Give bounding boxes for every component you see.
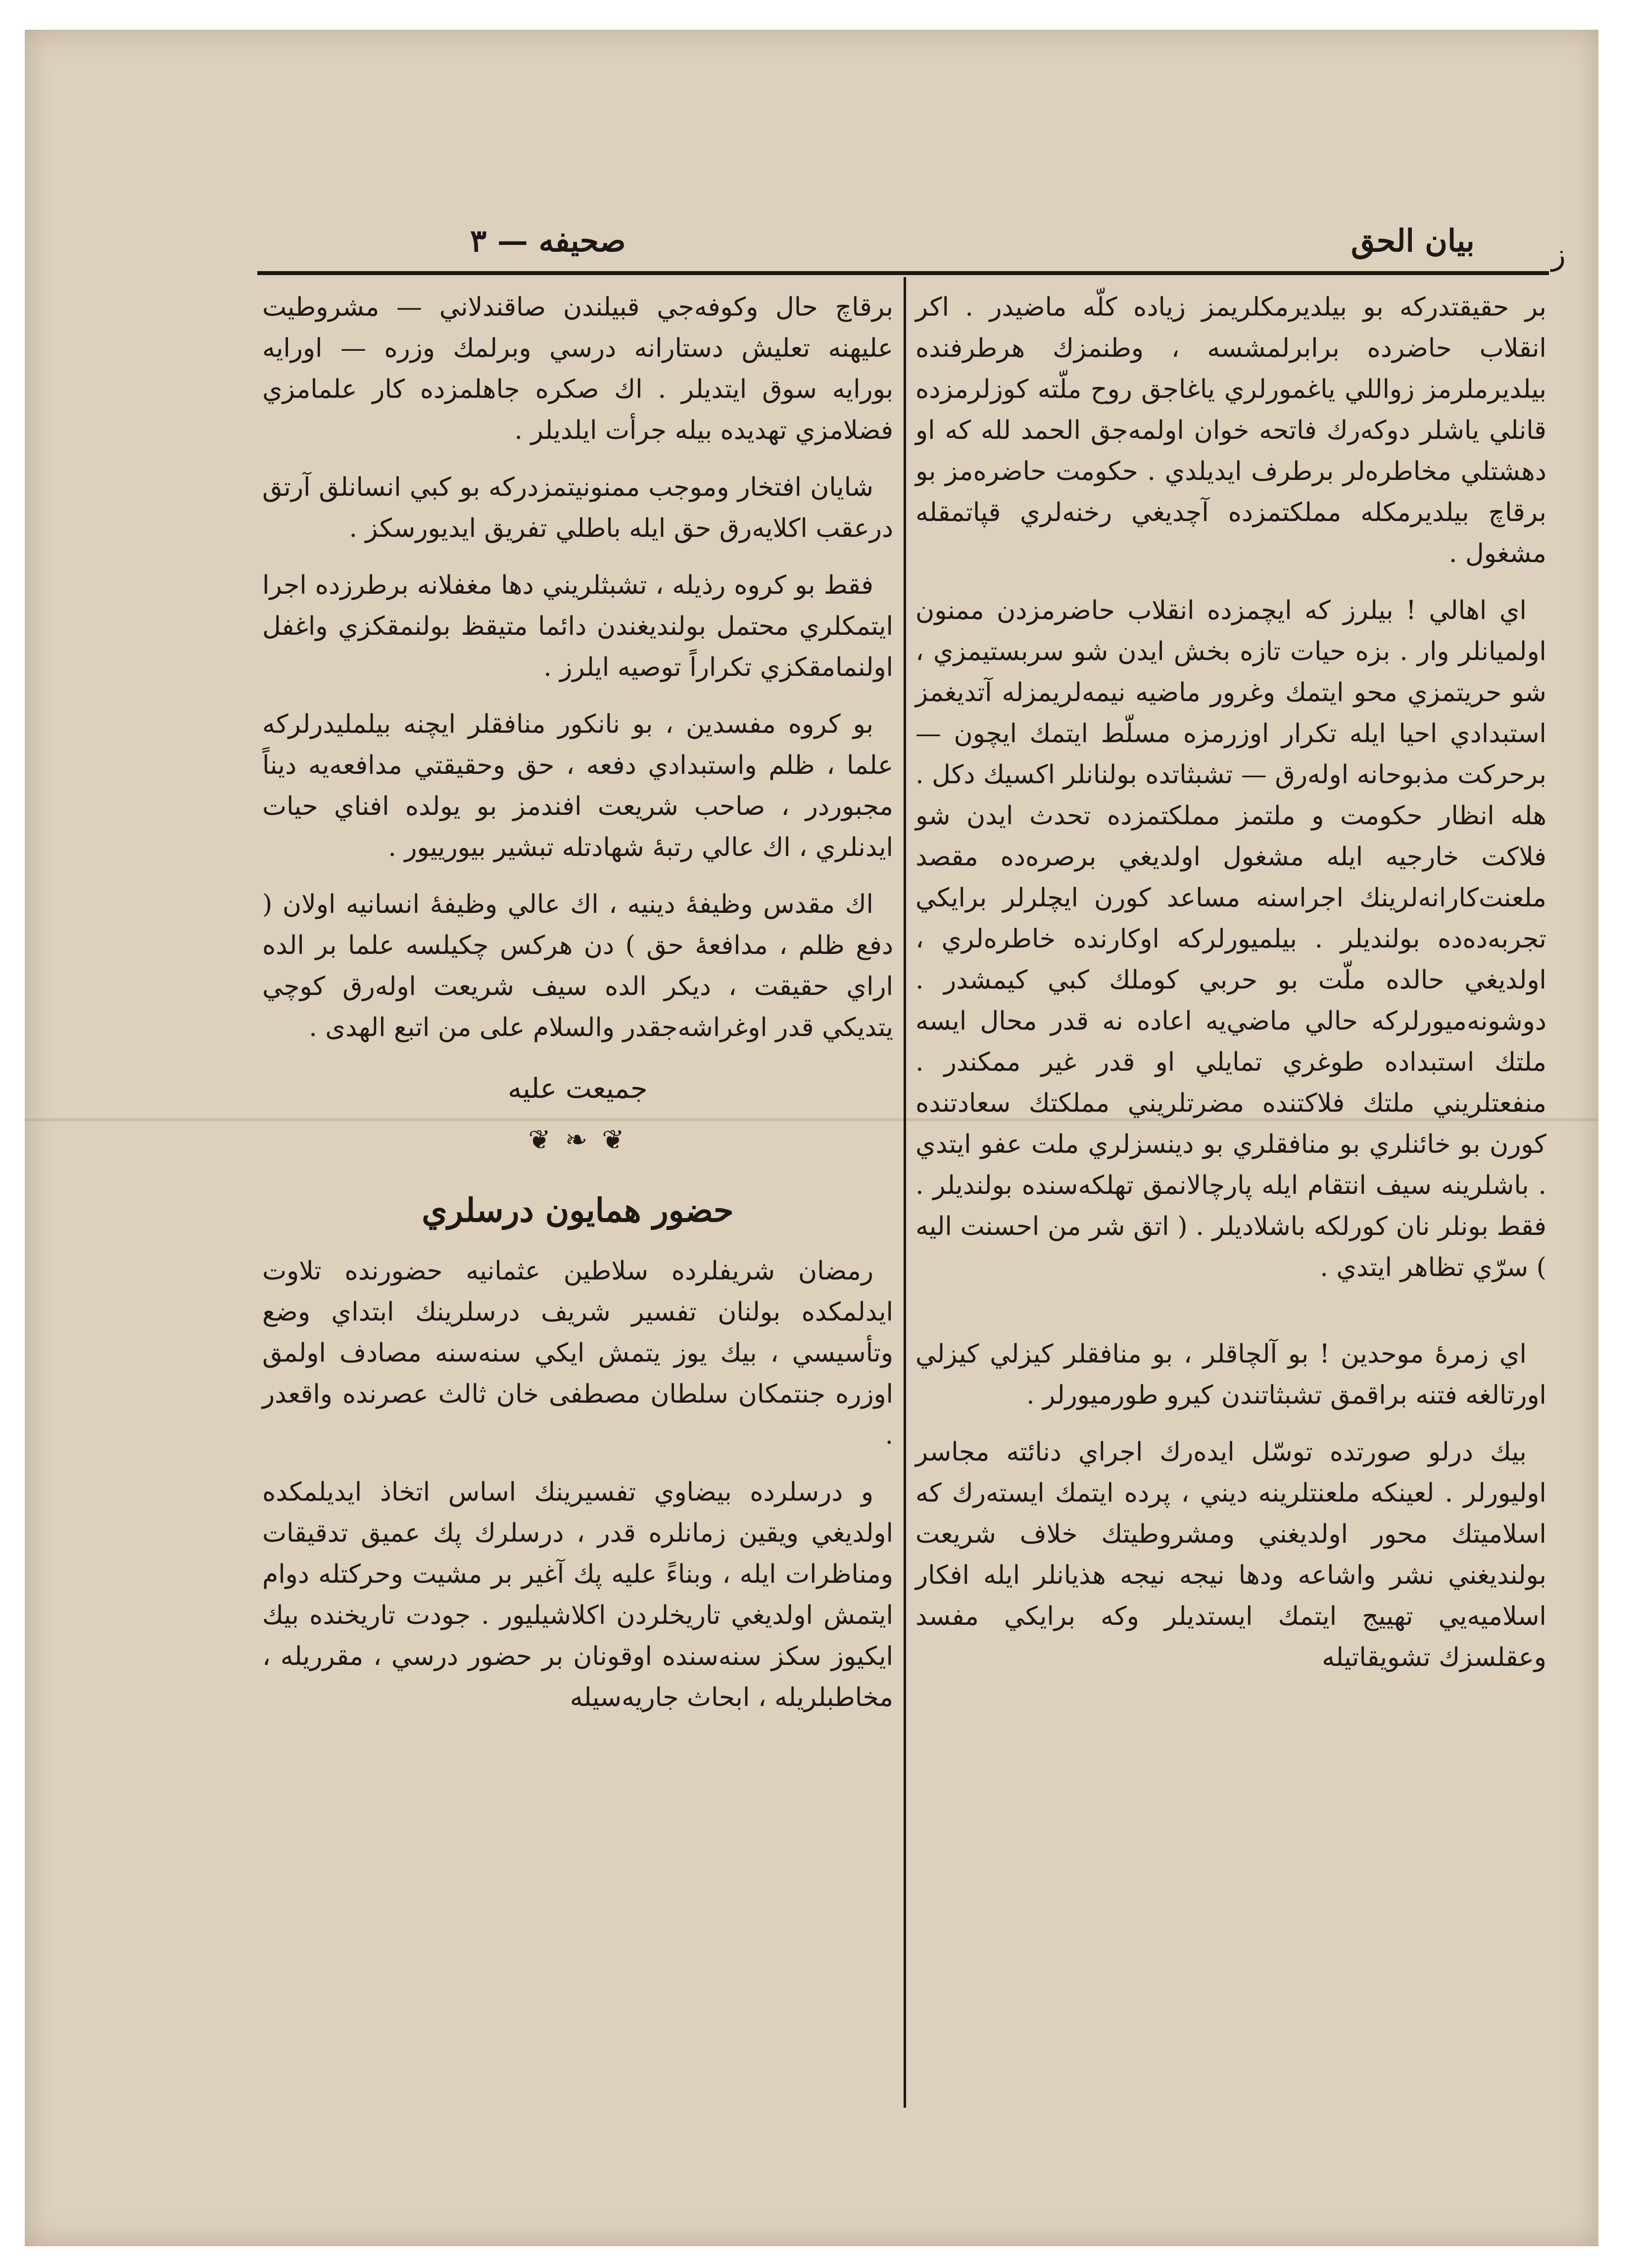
article-signature: جميعت عليه xyxy=(508,1073,648,1105)
newspaper-name: بيان الحق xyxy=(1351,223,1475,259)
corner-mark: ز xyxy=(1551,237,1566,272)
column-divider-rule xyxy=(904,277,906,2108)
newspaper-page xyxy=(25,30,1598,2246)
article-paragraph: بو كروه مفسدين ، بو نانكور منافقلر ايچنه بيلمليدرلركه علما ، ظلم واستبدادي دفعه ، حق وحقيقتي مدافعه‌يه ديناً مجبوردر ، صاحب شريعت افندمز بو يولده افناي حيات ايدنلري ، اك عالي رتبۀ شهادتله تبشير بيورييور . xyxy=(262,709,893,862)
article-paragraph: اك مقدس وظيفۀ دينيه ، اك عالي وظيفۀ انسانيه اولان ( دفع ظلم ، مدافعۀ حق ) دن هركس چكيلسه علما بر الده اراي حقيقت ، ديكر الده سيف شريعت اوله‌رق كوچي يتديكي قدر اوغراشه‌جقدر والسلام على من اتبع الهدى . xyxy=(262,890,893,1042)
page-label: صحيفه — ٣ xyxy=(470,223,626,259)
article-paragraph: اي اهالي ! بيلرز كه ايچمزده انقلاب حاضرمزدن ممنون اولميانلر وار . بزه حيات تازه بخش ايدن شو سربستيمزي ، شو حريتمزي محو ايتمك وغرور ماضيه نيمه‌لريمزله آتديغمز استبدادي احيا ايله تكرار اوزرمزه مسلّط ايتمك ايچون — برحركت مذبوحانه اوله‌رق — تشبثاتده بولنانلر اكسيك دكل . هله انظار حكومت و ملتمز مملكتمزده تحدث ايدن شو فلاكت خارجيه ايله مشغول اولديغي برصره‌ده مقصد ملعنت‌كارانه‌لرينك اجراسنه مساعد كورن ايچلرلر برايكي تجربه‌ده‌ده بولنديلر . بيلميورلركه اوكارنده خاطره‌لري ، اولديغي حالده ملّت بو حربي كوملك كبي كيمشدر . دوشونه‌ميورلركه حالي ماضي‌يه اعاده نه قدر محال ايسه ملتك استبداده طوغري تمايلي او قدر غير ممكندر . منفعتلريني ملتك فلاكتنده مضرتلريني مملكتك سعادتنده كورن بو خائنلري بو منافقلري بو دينسزلري ملت عفو ايتدي . باشلرينه سيف انتقام ايله پارچالانمق تهلكه‌سنده بولنديلر . فقط بونلر نان كورلكه باشلاديلر . ( اتق شر من احسنت اليه ) سرّي تظاهر ايتدي . xyxy=(915,596,1546,1282)
section-paragraph: و درسلرده بيضاوي تفسيرينك اساس اتخاذ ايديلمكده اولديغي ويقين زمانلره قدر ، درسلرك پك عميق تدقيقات ومناظرات ايله ، وبناءً عليه پك آغير بر مشيت وحركتله دوام ايتمش اولديغي تاريخلردن اكلاشيليور . جودت تاريخنده بيك ايكيوز سكز سنه‌سنده اوقونان بر حضور درسي ، مقرريله ، مخاطبلريله ، ابحاث جاريه‌سيله xyxy=(262,1477,893,1712)
header-rule xyxy=(257,271,1549,275)
section-paragraph: رمضان شريفلرده سلاطين عثمانيه حضورنده تلاوت ايدلمكده بولنان تفسير شريف درسلرينك ابتداي وضع وتأسيسي ، بيك يوز يتمش ايكي سنه‌سنه مصادف اولمق اوزره جنتمكان سلطان مصطفى خان ثالث عصرنده واقعدر . xyxy=(262,1256,893,1450)
article-paragraph: فقط بو كروه رذيله ، تشبثلريني دها مغفلانه برطرزده اجرا ايتمكلري محتمل بولنديغندن دائما متيقظ بولنمقكزي واغفل اولنمامقكزي تكراراً توصيه ايلرز . xyxy=(262,570,893,682)
left-column xyxy=(262,287,893,1734)
article-paragraph: اي زمرۀ موحدين ! بو آلچاقلر ، بو منافقلر كيزلي كيزلي اورتالغه فتنه براقمق تشبثاتندن كيرو طورميورلر . xyxy=(915,1339,1546,1410)
article-paragraph: بيك درلو صورتده توسّل ايده‌رك اجراي دنائته مجاسر اوليورلر . لعينكه ملعنتلرينه ديني ، پرده ايتمك ايسته‌رك كه اسلاميتك محور اولديغني ومشروطيتك خلاف شريعت بولنديغني نشر واشاعه ودها نيجه نيجه هذيانلر ايله افكار اسلاميه‌يي تهييج ايتمك ايستديلر وكه برايكي مفسد وعقلسزك تشويقاتيله xyxy=(915,1437,1546,1672)
right-column xyxy=(915,287,1546,1694)
article-paragraph: برقاچ حال وكوفه‌جي قبيلندن صاقندلاني — مشروطيت عليهنه تعليش دستارانه درسي وبرلمك وزره — اورايه بورايه سوق ايتديلر . اك صكره جاهلمزده كار علمامزي فضلامزي تهديده بيله جرأت ايلديلر . xyxy=(262,292,893,445)
ornament-divider: ❦ ❧ ❦ xyxy=(528,1124,627,1155)
section-title: حضور همايون درسلري xyxy=(422,1191,734,1229)
article-paragraph: بر حقيقتدركه بو بيلديرمكلريمز زياده كلّه ماضيدر . اكر انقلاب حاضرده برابرلمشسه ، وطنمزك هرطرفنده بيلديرملرمز زواللي ياغمورلري ياغاجق روح ملّته كوزلرمزده قانلي ياشلر دوكه‌رك فاتحه خوان اولمه‌جق الحمد لله كه او دهشتلي مخاطره‌لر برطرف ايديلدي . حكومت حاضره‌مز بو برقاچ بيلديرمكله مملكتمزده آچديغي رخنه‌لري قپاتمقله مشغول . xyxy=(915,292,1546,568)
article-paragraph: شايان افتخار وموجب ممنونيتمزدركه بو كبي انسانلق آرتق درعقب اكلايه‌رق حق ايله باطلي تفريق ايديورسكز . xyxy=(262,472,893,543)
